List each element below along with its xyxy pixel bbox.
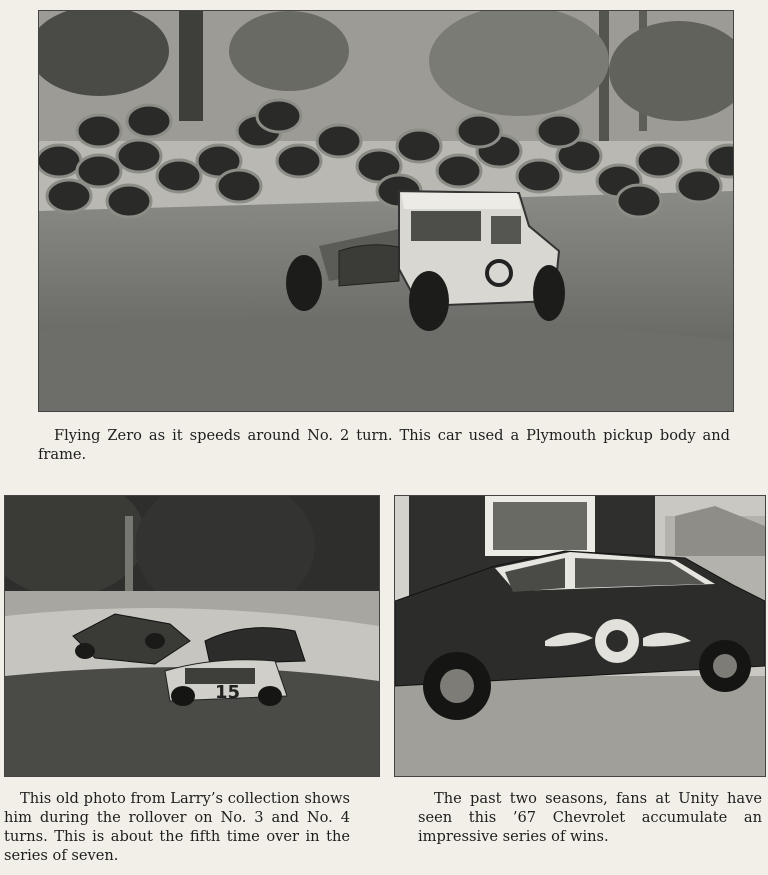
chevrolet-image <box>395 496 765 776</box>
photo-chevrolet <box>394 495 766 777</box>
rollover-image <box>5 496 379 776</box>
caption-chevrolet <box>418 789 762 846</box>
caption-flying-zero-text: Flying Zero as it speeds around No. 2 turn. This car used a Plymouth pickup body and frame. <box>38 427 730 463</box>
caption-rollover-text: This old photo from Larry’s collection shows him during the rollover on No. 3 and No. 4 turns. This is about the fifth time over in the series of seven. <box>4 790 350 864</box>
caption-chevrolet-text: The past two seasons, fans at Unity have seen this ’67 Chevrolet accumulate an impressive series of wins. <box>418 790 762 845</box>
flying-zero-image <box>39 11 733 411</box>
caption-flying-zero <box>38 426 730 464</box>
caption-rollover <box>4 789 350 865</box>
rollover-car-number: 15 <box>215 682 241 703</box>
photo-rollover <box>4 495 380 777</box>
photo-flying-zero <box>38 10 734 412</box>
